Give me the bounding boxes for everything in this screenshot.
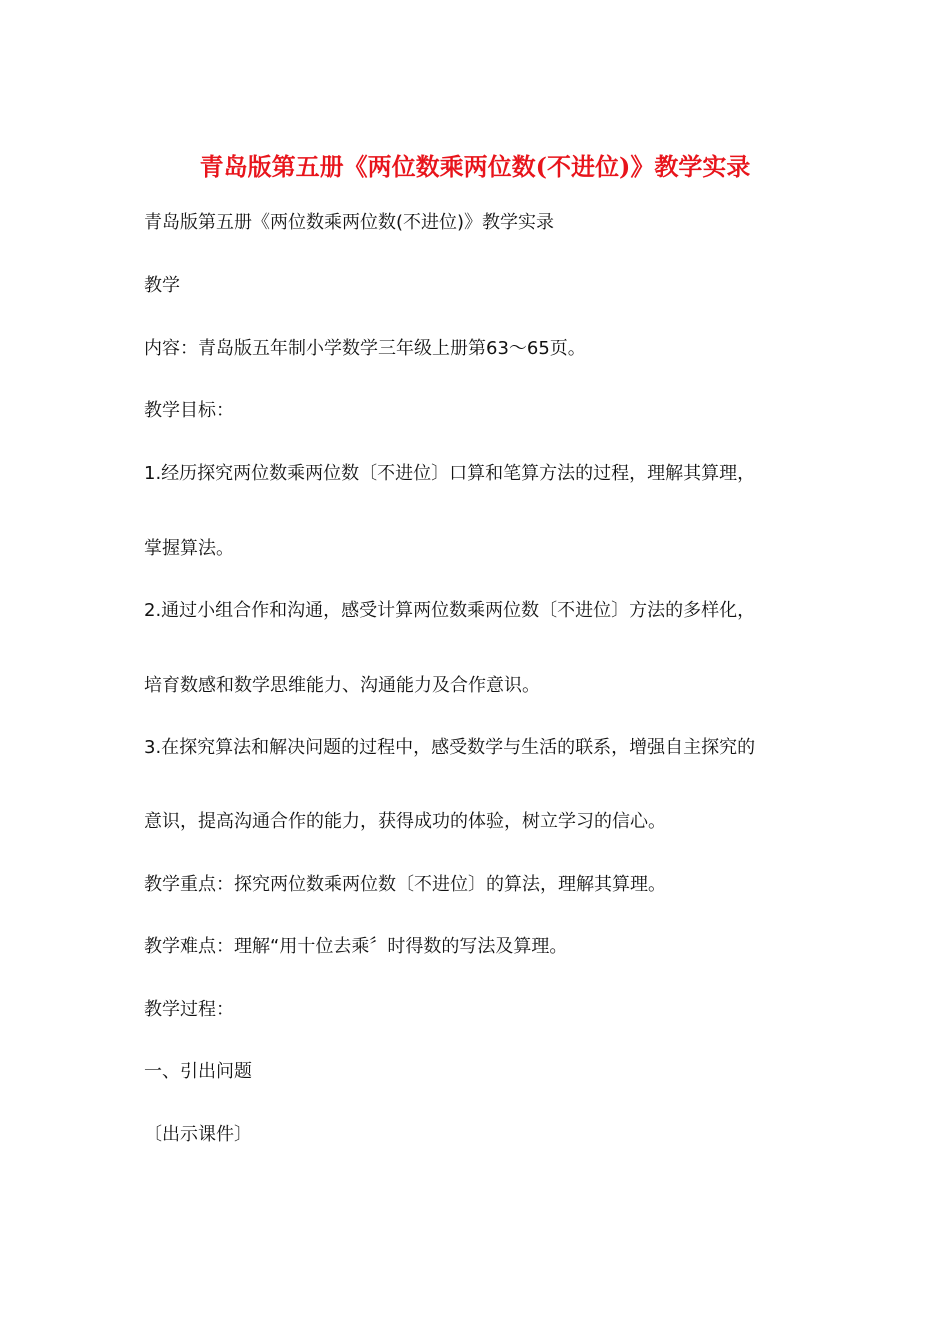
paragraph-objective-1-line-2: 掌握算法。 [144,538,234,559]
paragraph-content: 内容：青岛版五年制小学数学三年级上册第63～65页。 [144,338,586,359]
paragraph-objective-2-line-2: 培育数感和数学思维能力、沟通能力及合作意识。 [144,675,540,696]
document-title: 青岛版第五册《两位数乘两位数(不进位)》教学实录 [199,152,751,181]
paragraph-objective-1-line-1: 1.经历探究两位数乘两位数〔不进位〕口算和笔算方法的过程，理解其算理， [144,463,756,484]
paragraph-objective-3-line-2: 意识，提高沟通合作的能力，获得成功的体验，树立学习的信心。 [144,811,666,832]
paragraph-key-point: 教学重点：探究两位数乘两位数〔不进位〕的算法，理解其算理。 [144,874,666,895]
paragraph-courseware: 〔出示课件〕 [144,1124,252,1145]
paragraph-section-1: 一、引出问题 [144,1061,252,1082]
paragraph-objective-3-line-1: 3.在探究算法和解决问题的过程中，感受数学与生活的联系，增强自主探究的 [144,737,756,758]
paragraph-teaching: 教学 [144,275,180,296]
paragraph-difficulty: 教学难点：理解“用十位去乘〞时得数的写法及算理。 [144,936,568,957]
paragraph-process-heading: 教学过程： [144,999,234,1020]
paragraph-subtitle: 青岛版第五册《两位数乘两位数(不进位)》教学实录 [144,212,555,233]
paragraph-objectives-heading: 教学目标： [144,400,234,421]
paragraph-objective-2-line-1: 2.通过小组合作和沟通，感受计算两位数乘两位数〔不进位〕方法的多样化， [144,600,756,621]
